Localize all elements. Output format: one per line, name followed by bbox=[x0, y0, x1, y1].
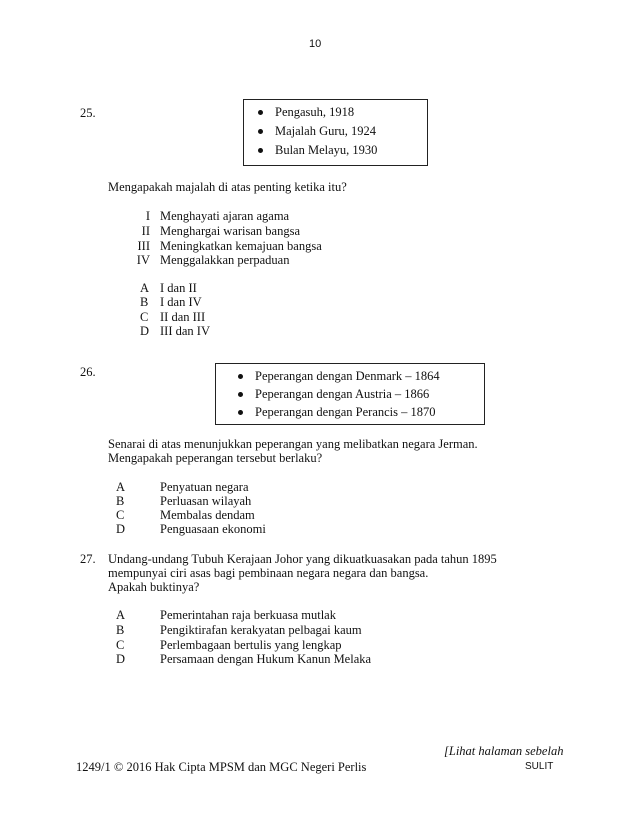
statement-text: Menggalakkan perpaduan bbox=[160, 253, 290, 267]
box-item: Majalah Guru, 1924 bbox=[258, 124, 376, 139]
option-text: Persamaan dengan Hukum Kanun Melaka bbox=[160, 652, 372, 666]
copyright-footer: 1249/1 © 2016 Hak Cipta MPSM dan MGC Negeri Perlis bbox=[76, 760, 367, 774]
option-text: Penyatuan negara bbox=[160, 480, 249, 494]
option-letter: C bbox=[116, 508, 125, 522]
page-number: 10 bbox=[309, 38, 322, 50]
question-26-number: 26. bbox=[80, 365, 96, 379]
option-text: II dan III bbox=[160, 310, 206, 324]
next-page-note: [Lihat halaman sebelah bbox=[444, 744, 564, 758]
roman-numeral: I bbox=[145, 209, 150, 223]
option-letter: A bbox=[140, 281, 150, 295]
question-25-source-box bbox=[243, 99, 428, 166]
statement-text: Menghayati ajaran agama bbox=[160, 209, 290, 223]
box-item: Peperangan dengan Perancis – 1870 bbox=[238, 405, 436, 420]
option-text: Membalas dendam bbox=[160, 508, 255, 522]
question-26-text-line-1: Senarai di atas menunjukkan peperangan yang melibatkan negara Jerman. bbox=[108, 437, 478, 451]
option-letter: D bbox=[140, 324, 150, 338]
option-letter: C bbox=[116, 638, 125, 652]
statement-text: Meningkatkan kemajuan bangsa bbox=[160, 239, 322, 253]
box-item: Peperangan dengan Austria – 1866 bbox=[238, 387, 429, 402]
option-text: Penguasaan ekonomi bbox=[160, 522, 266, 536]
sulit-label: SULIT bbox=[525, 761, 554, 772]
option-letter: B bbox=[140, 295, 149, 309]
option-letter: B bbox=[116, 623, 125, 637]
question-25-number: 25. bbox=[80, 106, 96, 120]
question-27-number: 27. bbox=[80, 552, 96, 566]
question-26-source-box bbox=[215, 363, 485, 425]
option-letter: A bbox=[116, 480, 126, 494]
option-letter: C bbox=[140, 310, 149, 324]
box-item: Bulan Melayu, 1930 bbox=[258, 143, 377, 158]
option-text: Pengiktirafan kerakyatan pelbagai kaum bbox=[160, 623, 362, 637]
option-letter: D bbox=[116, 652, 126, 666]
option-text: I dan IV bbox=[160, 295, 202, 309]
bullet-icon bbox=[238, 374, 243, 379]
box-item: Peperangan dengan Denmark – 1864 bbox=[238, 369, 440, 384]
option-letter: B bbox=[116, 494, 125, 508]
bullet-icon bbox=[258, 110, 263, 115]
question-25-text: Mengapakah majalah di atas penting ketika itu? bbox=[108, 180, 347, 194]
option-letter: D bbox=[116, 522, 126, 536]
bullet-icon bbox=[238, 392, 243, 397]
bullet-icon bbox=[258, 148, 263, 153]
question-26-text-line-2: Mengapakah peperangan tersebut berlaku? bbox=[108, 451, 323, 465]
roman-numeral: II bbox=[141, 224, 150, 238]
option-text: Pemerintahan raja berkuasa mutlak bbox=[160, 608, 336, 622]
box-item: Pengasuh, 1918 bbox=[258, 105, 354, 120]
option-text: Perluasan wilayah bbox=[160, 494, 252, 508]
statement-text: Menghargai warisan bangsa bbox=[160, 224, 301, 238]
option-text: III dan IV bbox=[160, 324, 210, 338]
question-27-text-line-1: Undang-undang Tubuh Kerajaan Johor yang dikuatkuasakan pada tahun 1895 bbox=[108, 552, 497, 566]
question-27-text-line-3: Apakah buktinya? bbox=[108, 580, 200, 594]
option-text: Perlembagaan bertulis yang lengkap bbox=[160, 638, 342, 652]
roman-numeral: IV bbox=[136, 253, 150, 267]
option-letter: A bbox=[116, 608, 126, 622]
roman-numeral: III bbox=[137, 239, 150, 253]
question-27-text-line-2: mempunyai ciri asas bagi pembinaan negara negara dan bangsa. bbox=[108, 566, 429, 580]
bullet-icon bbox=[238, 410, 243, 415]
option-text: I dan II bbox=[160, 281, 197, 295]
bullet-icon bbox=[258, 129, 263, 134]
